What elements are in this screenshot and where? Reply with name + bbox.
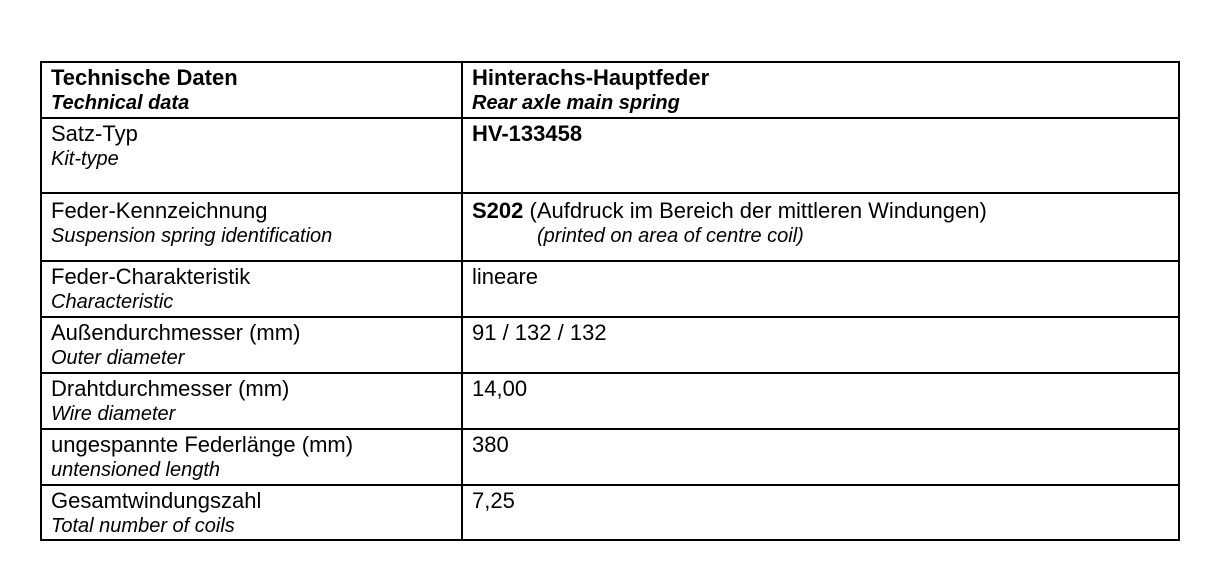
label-en: Characteristic [51,291,174,313]
label-cell [41,193,462,261]
technical-data-table [40,61,1180,541]
label-de: Drahtdurchmesser (mm) [51,376,290,401]
identification-value-line [472,197,1169,224]
outer-diameter-value: 91 / 132 / 132 [472,320,607,345]
table-row-total-coils [41,485,1179,540]
label-cell [41,485,462,540]
label-cell [41,317,462,373]
label-de: Satz-Typ [51,121,138,146]
label-en: Kit-type [51,148,119,170]
header-technical-data-de: Technische Daten [51,65,238,90]
characteristic-value: lineare [472,264,539,289]
label-cell [41,429,462,485]
header-technical-data-en: Technical data [51,92,190,114]
total-coils-value: 7,25 [472,488,515,513]
label-cell [41,261,462,317]
untensioned-length-value: 380 [472,432,509,457]
header-spring-en: Rear axle main spring [472,92,680,114]
table-row-outer-diameter [41,317,1179,373]
label-en: Total number of coils [51,515,235,537]
table-row-kit-type [41,118,1179,193]
label-cell [41,373,462,429]
label-en: untensioned length [51,459,221,481]
label-de: Außendurchmesser (mm) [51,320,301,345]
value-cell [462,317,1179,373]
table-row-spring-identification [41,193,1179,261]
label-de: Feder-Charakteristik [51,264,251,289]
label-de: Gesamtwindungszahl [51,488,262,513]
header-spring-de: Hinterachs-Hauptfeder [472,65,710,90]
label-en: Suspension spring identification [51,225,333,247]
table-row-characteristic [41,261,1179,317]
identification-code: S202 [472,198,524,223]
value-cell [462,429,1179,485]
value-cell [462,485,1179,540]
label-cell [41,118,462,193]
identification-note-en: (printed on area of centre coil) [537,225,804,247]
label-de: ungespannte Federlänge (mm) [51,432,354,457]
identification-note-de: (Aufdruck im Bereich der mittleren Windungen) [523,198,987,223]
label-de: Feder-Kennzeichnung [51,198,268,223]
kit-type-value: HV-133458 [472,121,583,146]
label-en: Outer diameter [51,347,185,369]
wire-diameter-value: 14,00 [472,376,528,401]
table-row-untensioned-length [41,429,1179,485]
value-cell [462,193,1179,261]
header-cell-spring [462,62,1179,118]
table-header-row [41,62,1179,118]
value-cell [462,118,1179,193]
value-cell [462,373,1179,429]
label-en: Wire diameter [51,403,176,425]
table-row-wire-diameter [41,373,1179,429]
header-cell-technical-data [41,62,462,118]
value-cell [462,261,1179,317]
